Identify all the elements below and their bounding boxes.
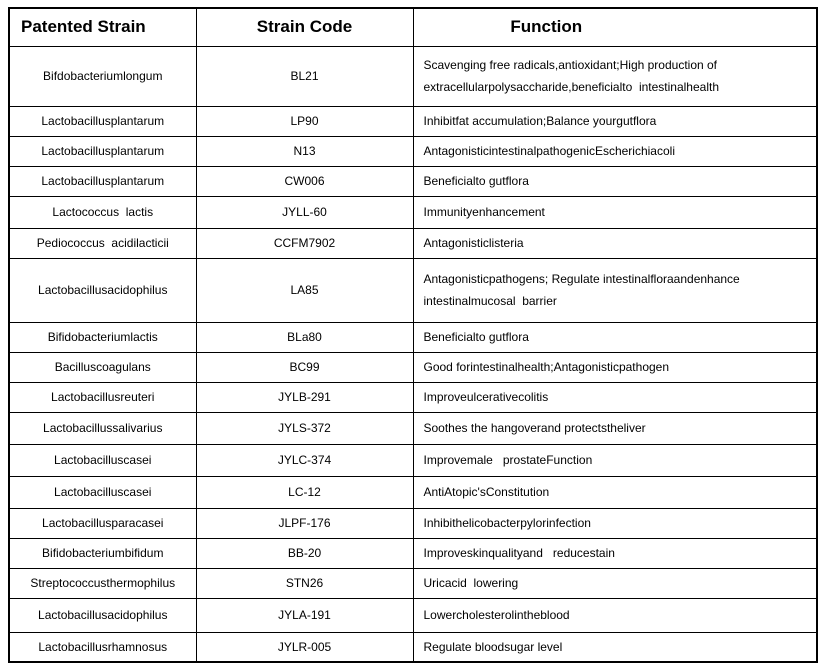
strain-cell: Lactobacillusacidophilus (9, 258, 196, 322)
table-body (9, 46, 817, 662)
code-cell: BLa80 (196, 322, 413, 352)
strain-cell: Pediococcus acidilacticii (9, 228, 196, 258)
function-cell: Uricacid lowering (413, 568, 817, 598)
function-cell: Beneficialto gutflora (413, 322, 817, 352)
strain-cell: Lactobacillusrhamnosus (9, 632, 196, 662)
strain-cell: Lactobacillusplantarum (9, 136, 196, 166)
function-cell: Improveskinqualityand reducestain (413, 538, 817, 568)
strain-cell: Bifdobacteriumlongum (9, 46, 196, 106)
table-row (9, 412, 817, 444)
table-row (9, 136, 817, 166)
code-cell: STN26 (196, 568, 413, 598)
function-cell: Inhibitfat accumulation;Balance yourgutflora (413, 106, 817, 136)
table-row (9, 382, 817, 412)
code-cell: BB-20 (196, 538, 413, 568)
code-cell: LA85 (196, 258, 413, 322)
strain-cell: Lactobacillussalivarius (9, 412, 196, 444)
table-row (9, 106, 817, 136)
table-header (9, 8, 817, 46)
table-row (9, 476, 817, 508)
strain-cell: Streptococcusthermophilus (9, 568, 196, 598)
table-row (9, 632, 817, 662)
function-cell: Improvemale prostateFunction (413, 444, 817, 476)
strain-cell: Lactococcus lactis (9, 196, 196, 228)
strain-cell: Lactobacillusparacasei (9, 508, 196, 538)
strain-cell: Lactobacilluscasei (9, 476, 196, 508)
function-cell: AntagonisticintestinalpathogenicEscherichiacoli (413, 136, 817, 166)
code-cell: CCFM7902 (196, 228, 413, 258)
code-cell: N13 (196, 136, 413, 166)
function-cell: Inhibithelicobacterpylorinfection (413, 508, 817, 538)
code-cell: JYLA-191 (196, 598, 413, 632)
function-cell: Antagonisticpathogens; Regulate intestinalfloraandenhance intestinalmucosal barrier (413, 258, 817, 322)
table-row (9, 46, 817, 106)
table-row (9, 196, 817, 228)
strain-cell: Lactobacillusplantarum (9, 166, 196, 196)
header-function: Function (413, 8, 817, 46)
code-cell: LC-12 (196, 476, 413, 508)
table-row (9, 258, 817, 322)
code-cell: LP90 (196, 106, 413, 136)
strain-cell: Lactobacillusplantarum (9, 106, 196, 136)
function-cell: Lowercholesterolintheblood (413, 598, 817, 632)
strain-cell: Bifidobacteriumlactis (9, 322, 196, 352)
code-cell: JYLC-374 (196, 444, 413, 476)
table-row (9, 568, 817, 598)
strain-cell: Bacilluscoagulans (9, 352, 196, 382)
function-cell: Good forintestinalhealth;Antagonisticpathogen (413, 352, 817, 382)
function-cell: Improveulcerativecolitis (413, 382, 817, 412)
code-cell: JYLL-60 (196, 196, 413, 228)
table-row (9, 166, 817, 196)
function-cell: Beneficialto gutflora (413, 166, 817, 196)
code-cell: BL21 (196, 46, 413, 106)
table-row (9, 228, 817, 258)
table-row (9, 598, 817, 632)
code-cell: JYLR-005 (196, 632, 413, 662)
strain-table (8, 7, 818, 663)
code-cell: JLPF-176 (196, 508, 413, 538)
table-row (9, 508, 817, 538)
table-row (9, 444, 817, 476)
header-row (9, 8, 817, 46)
code-cell: CW006 (196, 166, 413, 196)
function-cell: Immunityenhancement (413, 196, 817, 228)
code-cell: JYLS-372 (196, 412, 413, 444)
header-patented-strain: Patented Strain (9, 8, 196, 46)
function-cell: Soothes the hangoverand protectstheliver (413, 412, 817, 444)
header-strain-code: Strain Code (196, 8, 413, 46)
table-row (9, 352, 817, 382)
table-row (9, 322, 817, 352)
code-cell: BC99 (196, 352, 413, 382)
strain-cell: Lactobacilluscasei (9, 444, 196, 476)
function-cell: Antagonisticlisteria (413, 228, 817, 258)
strain-cell: Lactobacillusreuteri (9, 382, 196, 412)
table-row (9, 538, 817, 568)
function-cell: Regulate bloodsugar level (413, 632, 817, 662)
code-cell: JYLB-291 (196, 382, 413, 412)
strain-cell: Lactobacillusacidophilus (9, 598, 196, 632)
function-cell: AntiAtopic'sConstitution (413, 476, 817, 508)
function-cell: Scavenging free radicals,antioxidant;High production of extracellularpolysaccharide,beneficialto intestinalhealth (413, 46, 817, 106)
strain-cell: Bifidobacteriumbifidum (9, 538, 196, 568)
